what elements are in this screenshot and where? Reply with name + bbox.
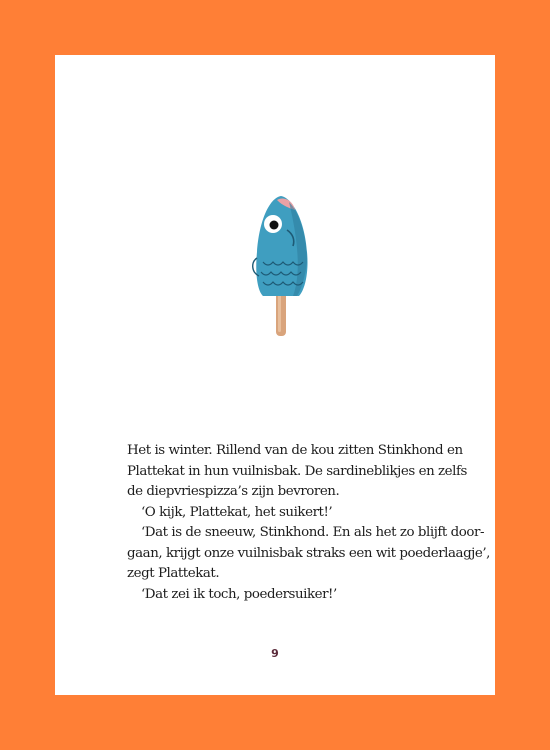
text-line: ‘Dat is de sneeuw, Stinkhond. En als het zo blijft door- [141, 525, 485, 540]
text-line: Plattekat in hun vuilnisbak. De sardineblikjes en zelfs [127, 463, 467, 479]
text-line: de diepvriespizza’s zijn bevroren. [127, 484, 340, 499]
text-line: gaan, krijgt onze vuilnisbak straks een wit poederlaagje’, [127, 545, 490, 561]
text-line: zegt Plattekat. [127, 566, 220, 581]
book-page [55, 55, 495, 695]
fish-popsicle-icon [249, 192, 313, 340]
text-line: ‘O kijk, Plattekat, het suikert!’ [141, 504, 333, 520]
text-line: Het is winter. Rillend van de kou zitten Stinkhond en [127, 443, 463, 458]
text-line: ‘Dat zei ik toch, poedersuiker!’ [141, 586, 337, 602]
story-text [127, 441, 490, 605]
page-number: 9 [271, 647, 279, 660]
